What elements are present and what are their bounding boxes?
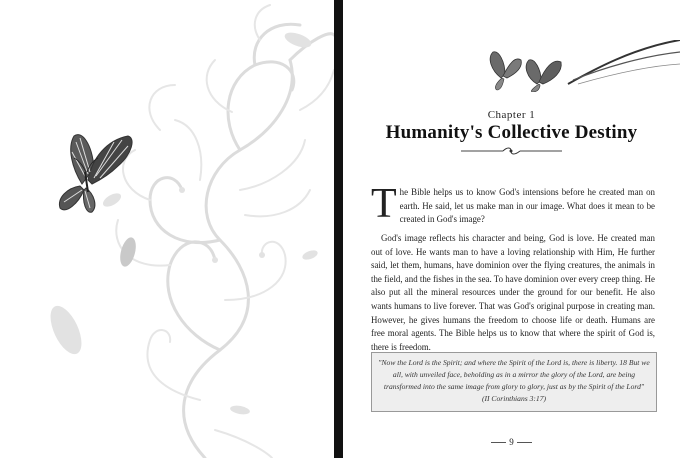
body-paragraph: God's image reflects his character and being, God is love. He created man out of love. He wants man to have a loving relationship with Him, He further said, let them, humans, have dominion over the flying creatures, the animals in the field, and the fishes in the sea. To have dominion over every creep thing. He also put all the mineral resources under the ground for our benefit. He also wants humans to live forever. That was God's original purpose in creating man. However, he gives humans the freedom to choose life or death. Humans are free moral agents. The Bible helps us to know that where the spirit of God is, there is freedom. (371, 233, 655, 352)
floral-swirl-illustration (0, 0, 334, 458)
chapter-title: Humanity's Collective Destiny (385, 122, 638, 143)
opening-paragraph-text: he Bible helps us to know God's intensions before he created man on earth. He said, let us make man in our image. What does it mean to be created in God's image? (399, 187, 655, 225)
page-number: 9 (509, 437, 514, 447)
opening-paragraph (371, 181, 655, 227)
right-page (343, 0, 680, 458)
scripture-quote-text: "Now the Lord is the Spirit; and where the Spirit of the Lord is, there is liberty. 18 But we all, with unveiled face, beholding as in a mirror the glory of the Lord, are being transformed into the same image from glory to glory, just as by the Spirit of the Lord" (378, 358, 650, 391)
butterflies-header-ornament (483, 40, 680, 92)
title-divider-ornament (461, 146, 562, 156)
drop-cap: T (371, 181, 397, 227)
book-spine (334, 0, 343, 458)
chapter-label: Chapter 1 (487, 109, 536, 121)
butterfly-icon-small-1 (490, 52, 521, 90)
scripture-reference: (II Corinthians 3:17) (481, 394, 547, 403)
butterfly-icon (52, 128, 136, 216)
scripture-quote-box (371, 352, 657, 412)
butterfly-icon-small-2 (526, 60, 561, 92)
left-page (0, 0, 334, 458)
